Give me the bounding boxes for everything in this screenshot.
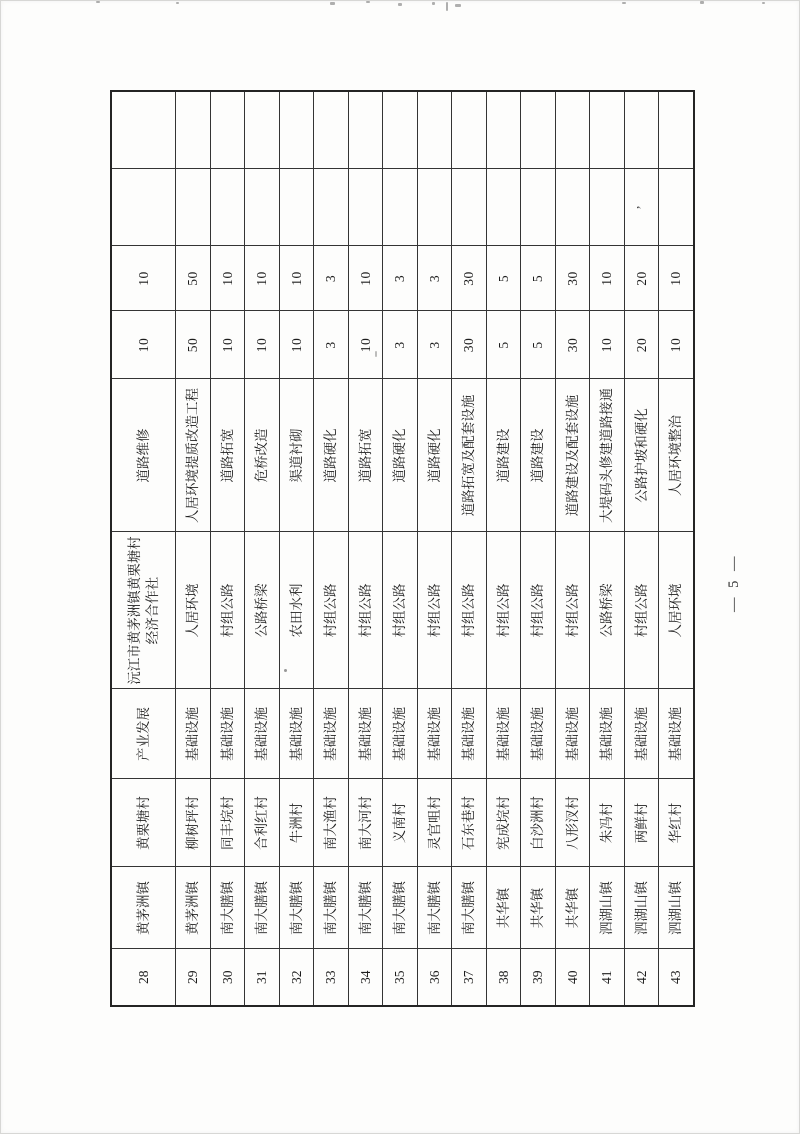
- table-row: [245, 91, 279, 1006]
- cell-project-category: 基础设施: [314, 689, 348, 779]
- cell-town-name: 共华镇: [521, 867, 555, 949]
- cell-blank-2: [245, 91, 279, 169]
- cell-construction-content: 渠道衬砌: [279, 379, 313, 532]
- cell-project-name: 人居环境: [659, 532, 694, 689]
- cell-project-name: 村组公路: [383, 532, 417, 689]
- cell-construction-content: 道路维修: [111, 379, 176, 532]
- cell-amount-2: 5: [521, 246, 555, 311]
- cell-amount-2: 10: [348, 246, 382, 311]
- cell-serial-number: 43: [659, 949, 694, 1006]
- table-row: [624, 91, 658, 1006]
- cell-serial-number: 34: [348, 949, 382, 1006]
- cell-serial-number: 32: [279, 949, 313, 1006]
- cell-town-name: 南大膳镇: [279, 867, 313, 949]
- cell-blank-1: [111, 169, 176, 246]
- cell-village-name: 白沙洲村: [521, 779, 555, 867]
- cell-construction-content: 道路硬化: [314, 379, 348, 532]
- cell-amount-1: 3: [417, 311, 451, 379]
- cell-serial-number: 29: [176, 949, 210, 1006]
- cell-town-name: 南大膳镇: [245, 867, 279, 949]
- cell-town-name: 共华镇: [486, 867, 520, 949]
- cell-town-name: 南大膳镇: [314, 867, 348, 949]
- cell-blank-2: [659, 91, 694, 169]
- cell-town-name: 南大膳镇: [210, 867, 244, 949]
- cell-amount-2: 10: [245, 246, 279, 311]
- cell-project-category: 基础设施: [210, 689, 244, 779]
- cell-project-category: 基础设施: [590, 689, 624, 779]
- cell-amount-1: 30: [452, 311, 486, 379]
- cell-amount-1: 30: [555, 311, 589, 379]
- cell-blank-1: [210, 169, 244, 246]
- cell-project-category: 基础设施: [521, 689, 555, 779]
- table-row: [452, 91, 486, 1006]
- table-row: [417, 91, 451, 1006]
- cell-village-name: 牛洲村: [279, 779, 313, 867]
- cell-blank-2: [383, 91, 417, 169]
- table-row: [486, 91, 520, 1006]
- scan-speck: [446, 2, 448, 11]
- cell-serial-number: 30: [210, 949, 244, 1006]
- table-row: [590, 91, 624, 1006]
- cell-serial-number: 33: [314, 949, 348, 1006]
- cell-town-name: 南大膳镇: [383, 867, 417, 949]
- cell-village-name: 黄栗塘村: [111, 779, 176, 867]
- cell-village-name: 合利红村: [245, 779, 279, 867]
- cell-project-category: 基础设施: [624, 689, 658, 779]
- cell-village-name: 宪成垸村: [486, 779, 520, 867]
- cell-village-name: 两鲜村: [624, 779, 658, 867]
- page-number: — 5 —: [726, 553, 742, 612]
- cell-amount-2: 10: [590, 246, 624, 311]
- cell-amount-1: 10: [348, 311, 382, 379]
- cell-village-name: 石东巷村: [452, 779, 486, 867]
- cell-town-name: 泗湖山镇: [590, 867, 624, 949]
- scan-speck: [330, 2, 335, 5]
- cell-project-category: 基础设施: [176, 689, 210, 779]
- table-row: [348, 91, 382, 1006]
- table-row: [314, 91, 348, 1006]
- cell-construction-content: 道路拓宽: [348, 379, 382, 532]
- cell-serial-number: 42: [624, 949, 658, 1006]
- cell-blank-2: [279, 91, 313, 169]
- cell-amount-1: 5: [521, 311, 555, 379]
- cell-project-category: 基础设施: [279, 689, 313, 779]
- cell-blank-2: [590, 91, 624, 169]
- cell-amount-2: 30: [452, 246, 486, 311]
- cell-village-name: 义南村: [383, 779, 417, 867]
- cell-blank-2: [555, 91, 589, 169]
- cell-project-name: 村组公路: [314, 532, 348, 689]
- cell-blank-2: [486, 91, 520, 169]
- cell-blank-1: [659, 169, 694, 246]
- cell-blank-2: [176, 91, 210, 169]
- cell-blank-2: [210, 91, 244, 169]
- scan-speck: [432, 2, 435, 5]
- cell-blank-2: [624, 91, 658, 169]
- cell-serial-number: 36: [417, 949, 451, 1006]
- cell-serial-number: 41: [590, 949, 624, 1006]
- cell-blank-1: [452, 169, 486, 246]
- cell-blank-2: [417, 91, 451, 169]
- cell-blank-1: [417, 169, 451, 246]
- cell-project-category: 基础设施: [245, 689, 279, 779]
- cell-construction-content: 危桥改造: [245, 379, 279, 532]
- cell-project-name: 公路桥梁: [245, 532, 279, 689]
- table-row: [111, 91, 176, 1006]
- table-row: [383, 91, 417, 1006]
- cell-amount-1: 10: [245, 311, 279, 379]
- cell-amount-1: 20: [624, 311, 658, 379]
- cell-amount-1: 5: [486, 311, 520, 379]
- cell-construction-content: 人居环境整治: [659, 379, 694, 532]
- cell-blank-1: [314, 169, 348, 246]
- cell-amount-2: 5: [486, 246, 520, 311]
- cell-project-name: 人居环境: [176, 532, 210, 689]
- cell-project-category: 基础设施: [659, 689, 694, 779]
- cell-serial-number: 38: [486, 949, 520, 1006]
- cell-town-name: 南大膳镇: [348, 867, 382, 949]
- cell-blank-1: ’: [624, 169, 658, 246]
- cell-village-name: 八形汊村: [555, 779, 589, 867]
- cell-blank-2: [521, 91, 555, 169]
- cell-town-name: 黄茅洲镇: [176, 867, 210, 949]
- cell-town-name: 南大膳镇: [452, 867, 486, 949]
- cell-project-category: 基础设施: [486, 689, 520, 779]
- cell-serial-number: 39: [521, 949, 555, 1006]
- cell-amount-1: 10: [659, 311, 694, 379]
- table-row: [521, 91, 555, 1006]
- cell-project-name: 村组公路: [417, 532, 451, 689]
- cell-construction-content: 道路拓宽及配套设施: [452, 379, 486, 532]
- cell-project-name: 村组公路: [486, 532, 520, 689]
- table-row: [176, 91, 210, 1006]
- cell-project-name: 村组公路: [210, 532, 244, 689]
- cell-blank-1: [590, 169, 624, 246]
- cell-project-category: 基础设施: [383, 689, 417, 779]
- cell-town-name: 泗湖山镇: [659, 867, 694, 949]
- cell-project-category: 基础设施: [555, 689, 589, 779]
- cell-amount-1: 3: [383, 311, 417, 379]
- rotated-table-wrapper: [110, 92, 695, 1007]
- cell-serial-number: 40: [555, 949, 589, 1006]
- cell-project-name: 公路桥梁: [590, 532, 624, 689]
- scan-speck: [96, 1, 100, 3]
- scan-speck: [455, 4, 461, 7]
- cell-blank-1: [521, 169, 555, 246]
- cell-village-name: 同丰垸村: [210, 779, 244, 867]
- scan-speck: [176, 2, 179, 4]
- cell-amount-1: 50: [176, 311, 210, 379]
- cell-village-name: 南大河村: [348, 779, 382, 867]
- cell-construction-content: 道路硬化: [417, 379, 451, 532]
- cell-serial-number: 31: [245, 949, 279, 1006]
- cell-town-name: 共华镇: [555, 867, 589, 949]
- cell-village-name: 华红村: [659, 779, 694, 867]
- cell-blank-1: [348, 169, 382, 246]
- cell-blank-2: [314, 91, 348, 169]
- cell-village-name: 灵官咀村: [417, 779, 451, 867]
- scan-speck: [366, 1, 370, 3]
- cell-project-name: 村组公路: [348, 532, 382, 689]
- cell-amount-1: 10: [111, 311, 176, 379]
- cell-amount-1: 3: [314, 311, 348, 379]
- cell-project-name: 村组公路: [555, 532, 589, 689]
- cell-amount-2: 30: [555, 246, 589, 311]
- cell-amount-2: 10: [279, 246, 313, 311]
- cell-project-category: 基础设施: [417, 689, 451, 779]
- cell-amount-2: 3: [417, 246, 451, 311]
- cell-amount-2: 3: [383, 246, 417, 311]
- cell-construction-content: 道路建设及配套设施: [555, 379, 589, 532]
- cell-village-name: 柳树坪村: [176, 779, 210, 867]
- cell-blank-1: [555, 169, 589, 246]
- scan-speck: [398, 3, 402, 6]
- cell-village-name: 南大渔村: [314, 779, 348, 867]
- cell-village-name: 朱冯村: [590, 779, 624, 867]
- cell-construction-content: 道路建设: [521, 379, 555, 532]
- cell-project-name: 村组公路: [624, 532, 658, 689]
- cell-amount-2: 10: [111, 246, 176, 311]
- cell-serial-number: 28: [111, 949, 176, 1006]
- cell-project-category: 基础设施: [348, 689, 382, 779]
- cell-serial-number: 35: [383, 949, 417, 1006]
- cell-construction-content: 道路硬化: [383, 379, 417, 532]
- cell-serial-number: 37: [452, 949, 486, 1006]
- table-row: [210, 91, 244, 1006]
- cell-project-name: 沅江市黄茅洲镇黄栗塘村经济合作社: [111, 532, 176, 689]
- table-row: [659, 91, 694, 1006]
- cell-construction-content: 道路建设: [486, 379, 520, 532]
- scan-speck: [622, 2, 626, 4]
- cell-town-name: 黄茅洲镇: [111, 867, 176, 949]
- cell-blank-2: [452, 91, 486, 169]
- table-body: [111, 91, 694, 1006]
- cell-blank-1: [279, 169, 313, 246]
- cell-construction-content: 人居环境提质改造工程: [176, 379, 210, 532]
- cell-project-name: 农田水利: [279, 532, 313, 689]
- cell-project-category: 基础设施: [452, 689, 486, 779]
- cell-blank-2: [111, 91, 176, 169]
- cell-amount-2: 50: [176, 246, 210, 311]
- cell-amount-1: 10: [279, 311, 313, 379]
- cell-town-name: 南大膳镇: [417, 867, 451, 949]
- scan-speck: [762, 2, 765, 4]
- cell-amount-2: 20: [624, 246, 658, 311]
- cell-blank-1: [176, 169, 210, 246]
- table-row: [279, 91, 313, 1006]
- cell-project-name: 村组公路: [452, 532, 486, 689]
- cell-construction-content: 大堤码头修建道路接通: [590, 379, 624, 532]
- cell-town-name: 泗湖山镇: [624, 867, 658, 949]
- cell-blank-1: [383, 169, 417, 246]
- cell-project-category: 产业发展: [111, 689, 176, 779]
- table-row: [555, 91, 589, 1006]
- cell-construction-content: 公路护坡和硬化: [624, 379, 658, 532]
- cell-amount-2: 10: [659, 246, 694, 311]
- cell-amount-1: 10: [210, 311, 244, 379]
- cell-blank-1: [486, 169, 520, 246]
- allocation-table: [110, 90, 695, 1007]
- cell-amount-2: 10: [210, 246, 244, 311]
- cell-construction-content: 道路拓宽: [210, 379, 244, 532]
- cell-amount-2: 3: [314, 246, 348, 311]
- cell-amount-1: 10: [590, 311, 624, 379]
- cell-blank-2: [348, 91, 382, 169]
- cell-project-name: 村组公路: [521, 532, 555, 689]
- scan-speck: [700, 1, 704, 4]
- cell-blank-1: [245, 169, 279, 246]
